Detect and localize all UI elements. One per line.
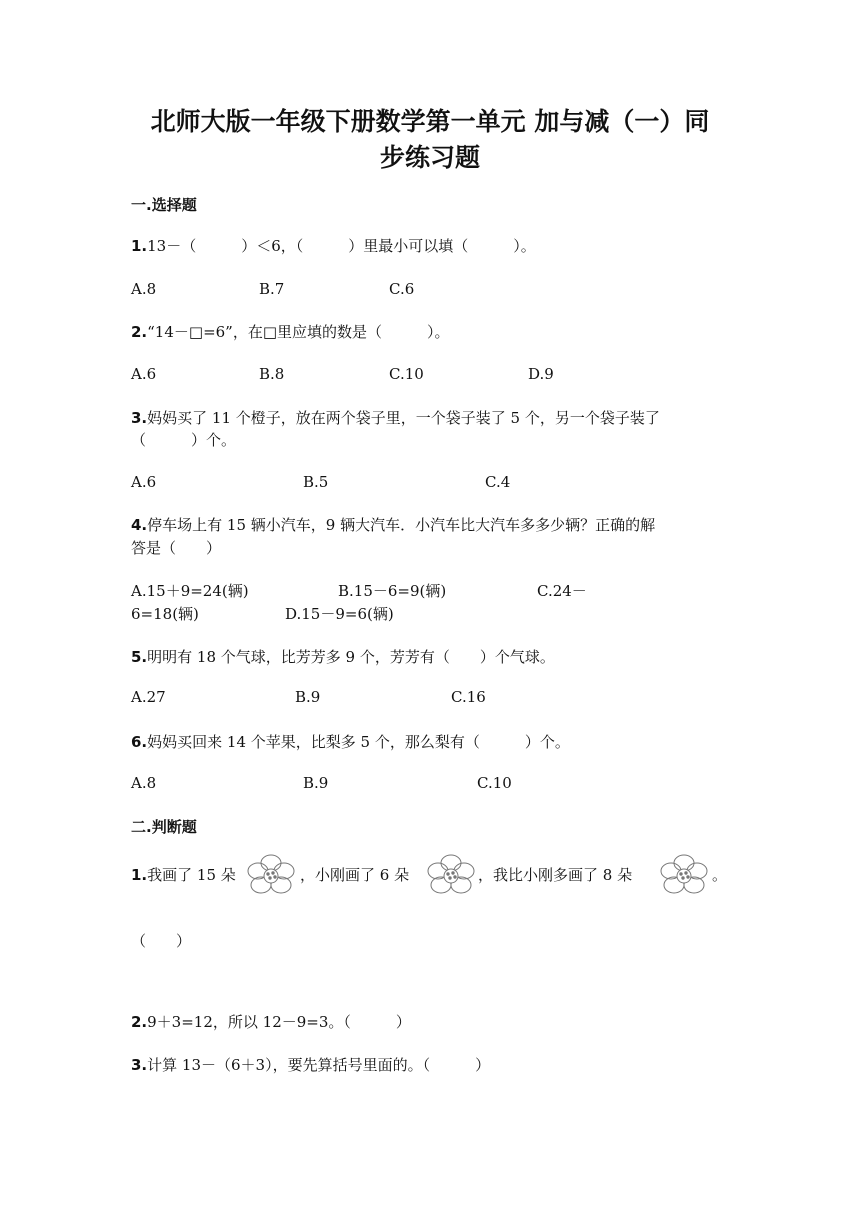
option-c-part1: C.24－ xyxy=(537,582,587,600)
flower-icon xyxy=(659,853,709,899)
option-c-part2: 6=18(辆) xyxy=(131,605,199,623)
question-1 xyxy=(131,234,731,259)
question-number: 5. xyxy=(131,648,148,666)
option-a: A.27 xyxy=(131,688,166,706)
option-a: A.6 xyxy=(131,473,157,491)
question-text: 13－（ ）＜6，（ ）里最小可以填（ ）。 xyxy=(147,237,536,255)
question-text-line1: 停车场上有 15 辆小汽车，9 辆大汽车．小汽车比大汽车多多少辆？正确的解 xyxy=(147,516,656,534)
option-c: C.4 xyxy=(485,473,511,491)
question-number: 1. xyxy=(131,866,148,884)
question-number: 2. xyxy=(131,323,148,341)
page-title-line2: 步练习题 xyxy=(379,143,480,172)
question-number: 1. xyxy=(131,237,148,255)
question-text: 我画了 15 朵 xyxy=(147,866,236,884)
question-number: 4. xyxy=(131,516,148,534)
question-4 xyxy=(131,513,731,538)
question-3-line2: （ ）个。 xyxy=(131,431,237,449)
option-c: C.16 xyxy=(451,688,486,706)
question-4-line2: 答是（ ） xyxy=(131,539,222,557)
option-d: D.15－9=6(辆) xyxy=(285,605,394,623)
option-c: C.10 xyxy=(477,774,512,792)
judgment-2 xyxy=(131,1010,731,1035)
option-b: B.9 xyxy=(303,774,329,792)
flower-icon xyxy=(246,853,296,899)
option-a: A.8 xyxy=(131,280,157,298)
option-b: B.5 xyxy=(303,473,329,491)
question-number: 3. xyxy=(131,409,148,427)
question-number: 3. xyxy=(131,1056,148,1074)
question-2 xyxy=(131,320,731,345)
option-b: B.9 xyxy=(295,688,321,706)
option-a: A.8 xyxy=(131,774,157,792)
option-a: A.15＋9=24(辆) xyxy=(131,582,249,600)
question-text: 计算 13－（6＋3），要先算括号里面的。（ ） xyxy=(147,1056,491,1074)
question-text-line1: 妈妈买了 11 个橙子，放在两个袋子里，一个袋子装了 5 个，另一个袋子装了 xyxy=(147,409,660,427)
question-6 xyxy=(131,730,731,755)
option-b: B.15－6=9(辆) xyxy=(338,582,447,600)
option-c: C.6 xyxy=(389,280,415,298)
judgment-1-part4: 。 xyxy=(712,866,728,884)
question-text: 9＋3=12，所以 12－9=3。（ ） xyxy=(147,1013,411,1031)
option-b: B.7 xyxy=(259,280,285,298)
question-text: 明明有 18 个气球，比芳芳多 9 个，芳芳有（ ）个气球。 xyxy=(147,648,555,666)
judgment-1-part2: ，小刚画了 6 朵 xyxy=(300,866,410,884)
question-5 xyxy=(131,645,731,670)
flower-icon xyxy=(426,853,476,899)
option-d: D.9 xyxy=(528,365,554,383)
question-number: 2. xyxy=(131,1013,148,1031)
judgment-1-blank: （ ） xyxy=(131,932,192,950)
option-b: B.8 xyxy=(259,365,285,383)
question-number: 6. xyxy=(131,733,148,751)
option-c: C.10 xyxy=(389,365,424,383)
question-text: 妈妈买回来 14 个苹果，比梨多 5 个，那么梨有（ ）个。 xyxy=(147,733,570,751)
question-text: “14－□=6”，在□里应填的数是（ ）。 xyxy=(147,323,450,341)
option-a: A.6 xyxy=(131,365,157,383)
section-heading-judgment: 二.判断题 xyxy=(131,818,197,836)
page-title-line1: 北师大版一年级下册数学第一单元 加与减（一）同 xyxy=(150,107,710,136)
judgment-3 xyxy=(131,1053,731,1078)
section-heading-choice: 一.选择题 xyxy=(131,196,197,214)
judgment-1-part3: ，我比小刚多画了 8 朵 xyxy=(478,866,633,884)
